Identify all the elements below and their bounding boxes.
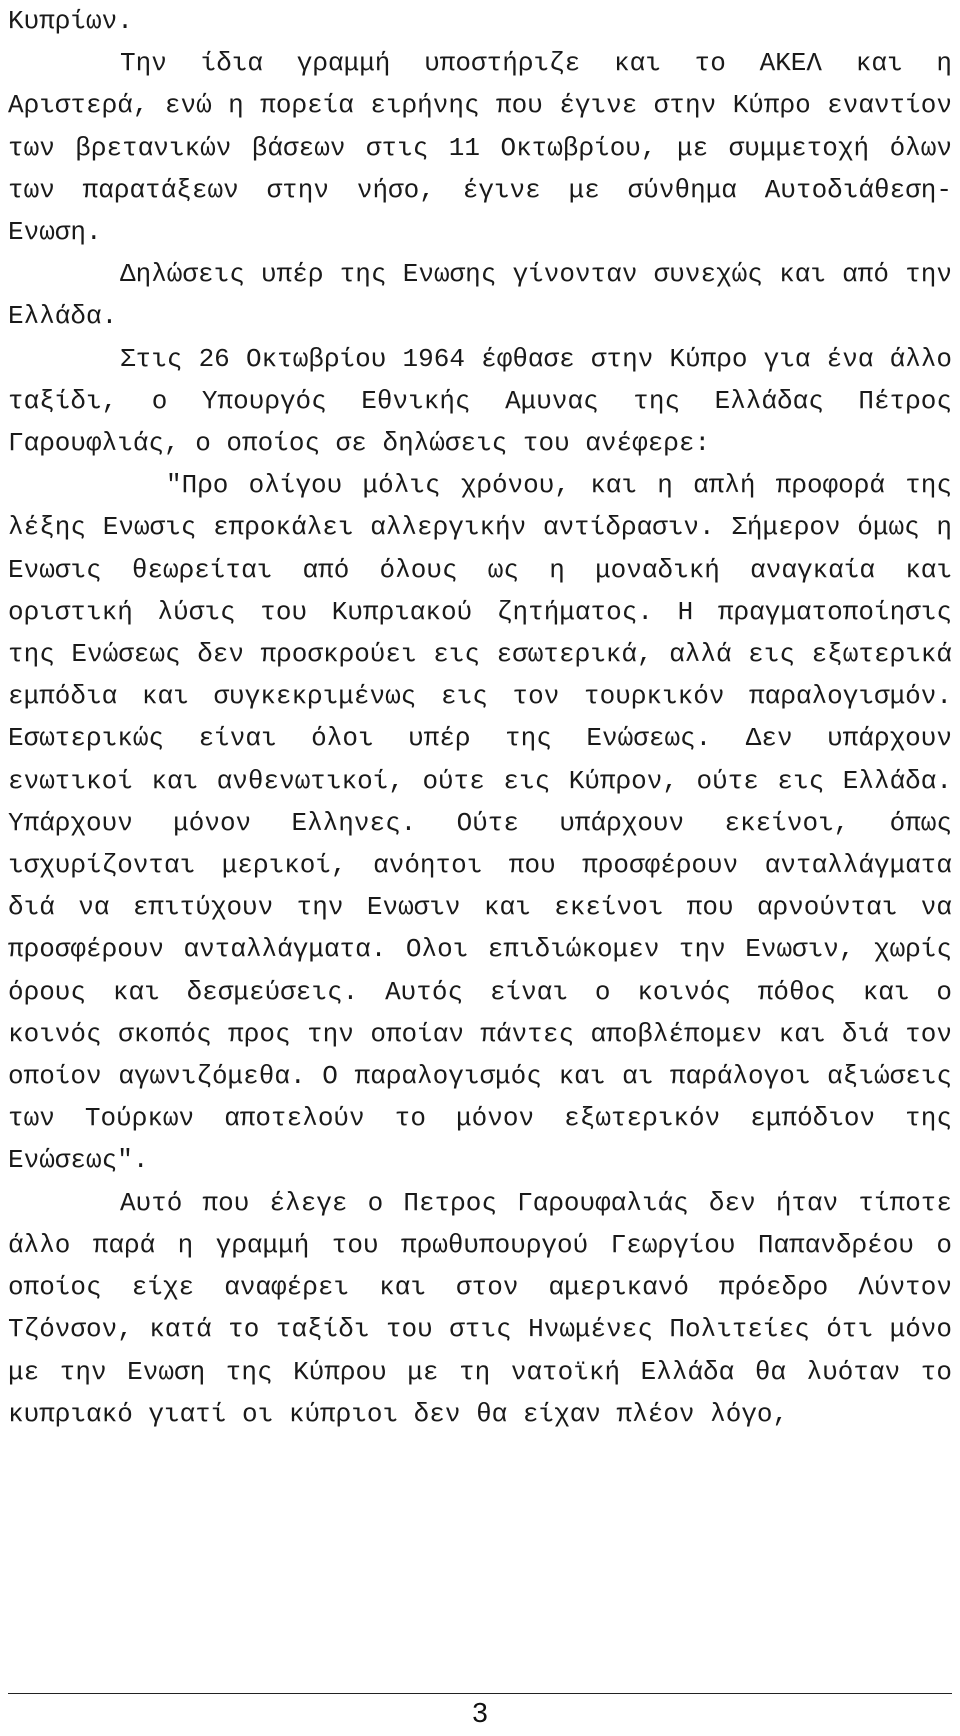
paragraph: Την ίδια γραμμή υποστήριζε και το ΑΚΕΛ και η Αριστερά, ενώ η πορεία ειρήνης που έγινε στην Κύπρο εναντίον των βρετανικών βάσεων στις 11 Οκτωβρίου, με συμμετοχή όλων των παρατάξεων στην νήσο, έγινε με σύνθημα Αυτοδιάθεση- Ενωση. <box>8 48 952 248</box>
body-text <box>8 0 952 1435</box>
paragraph: Δηλώσεις υπέρ της Ενωσης γίνονταν συνεχώς και από την Ελλάδα. <box>8 259 952 332</box>
paragraph: Αυτό που έλεγε ο Πετρος Γαρουφαλιάς δεν ήταν τίποτε άλλο παρά η γραμμή του πρωθυπουργού Γεωργίου Παπανδρέου ο οποίος είχε αναφέρει και στον αμερικανό πρόεδρο Λύντον Τζόνσον, κατά το ταξίδι του στις Ηνωμένες Πολιτείες ότι μόνο με την Ενωση της Κύπρου με τη νατοϊκή Ελλάδα θα λυόταν το κυπριακό γιατί οι κύπριοι δεν θα είχαν πλέον λόγο, <box>8 1187 952 1429</box>
paragraph: Στις 26 Οκτωβρίου 1964 έφθασε στην Κύπρο για ένα άλλο ταξίδι, ο Υπουργός Εθνικής Αμυνας της Ελλάδας Πέτρος Γαρουφλιάς, ο οποίος σε δηλώσεις του ανέφερε: <box>8 343 952 459</box>
page-number: 3 <box>472 1697 488 1728</box>
footer-divider <box>8 1693 952 1694</box>
quotation-paragraph: "Προ ολίγου μόλις χρόνου, και η απλή προφορά της λέξης Ενωσις επροκάλει αλλεργικήν αντίδρασιν. Σήμερον όμως η Ενωσις θεωρείται από όλους ως η μοναδική αναγκαία και οριστική λύσις του Κυπριακού ζητήματος. Η πραγματοποίησις της Ενώσεως δεν προσκρούει εις εσωτερικά, αλλά εις εξωτερικά εμπόδια και συγκεκριμένως εις τον τουρκικόν παραλογισμόν. Εσωτερικώς είναι όλοι υπέρ της Ενώσεως. Δεν υπάρχουν ενωτικοί και ανθενωτικοί, ούτε εις Κύπρον, ούτε εις Ελλάδα. Υπάρχουν μόνον Ελληνες. Ούτε υπάρχουν εκείνοι, όπως ισχυρίζονται μερικοί, ανόητοι που προσφέρουν ανταλλάγματα διά να επιτύχουν την Ενωσιν και εκείνοι που αρνούνται να προσφέρουν ανταλλάγματα. Ολοι επιδιώκομεν την Ενωσιν, χωρίς όρους και δεσμεύσεις. Αυτός είναι ο κοινός πόθος και ο κοινός σκοπός προς την οποίαν πάντες αποβλέπομεν και διά τον οποίον αγωνιζόμεθα. Ο παραλογισμός και αι παράλογοι αξιώσεις των Τούρκων αποτελούν το μόνον εξωτερικόν εμπόδιον της Ενώσεως". <box>8 470 952 1176</box>
paragraph: Κυπρίων. <box>8 6 133 36</box>
